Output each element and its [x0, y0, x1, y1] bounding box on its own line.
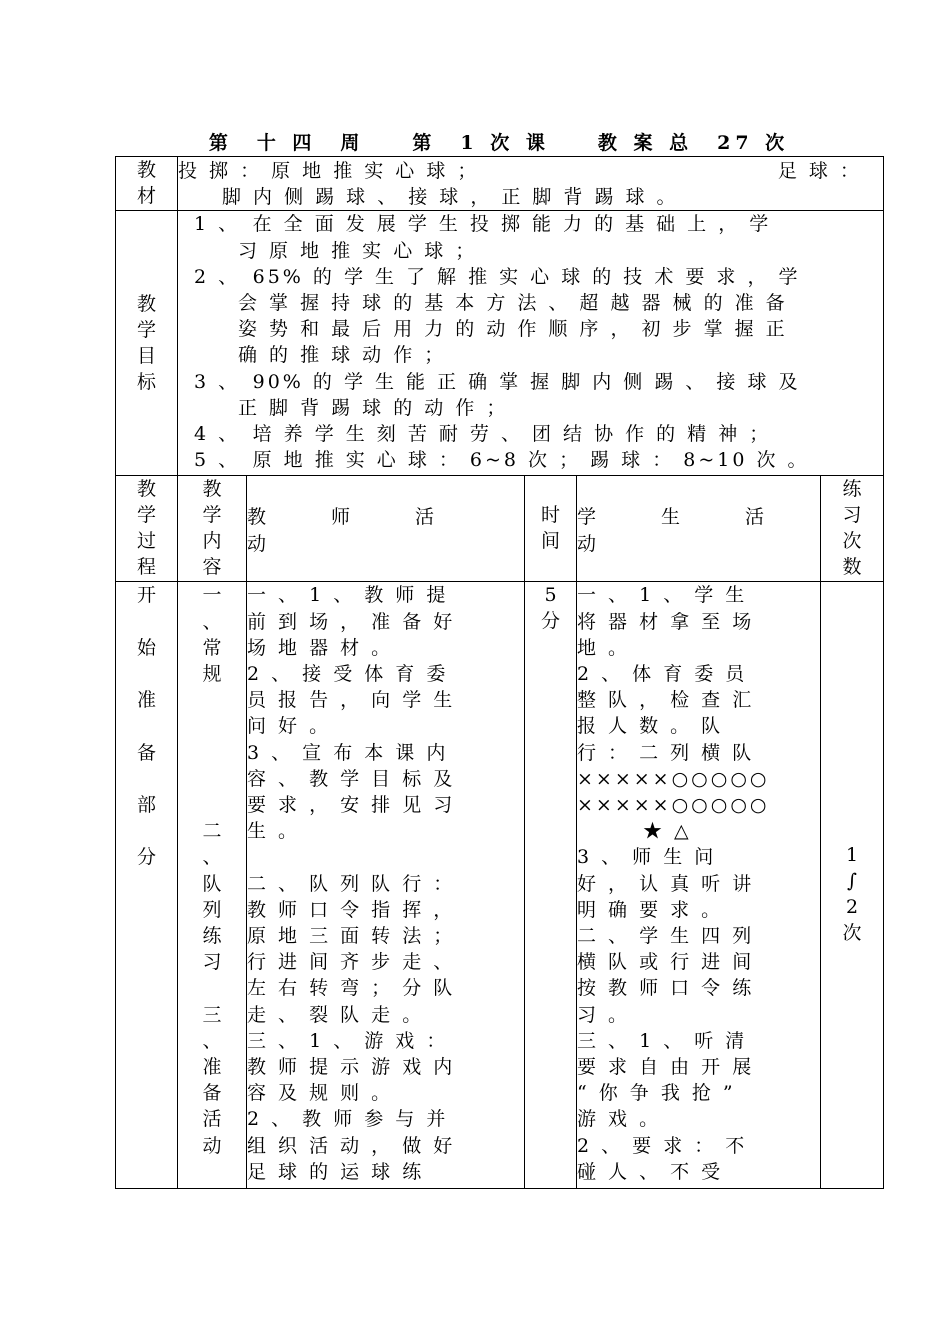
header-reps: 练 习 次 数	[821, 476, 884, 582]
section-time: 5 分	[525, 582, 577, 1189]
material-label: 教 材	[116, 157, 178, 211]
section-student: 一 、 1 、 学 生 将 器 材 拿 至 场 地 。 2 、 体 育 委 员 整 队 ， 检 查 汇 报 人 数 。 队 行 ： 二 列 横 队 ×××××○○○○○ ×××××○○○○○ ★ △ 3 、 师 生 问 好 ， 认 真 听 讲 明 确 要 求 。 二 、 学 生 四 列 横 队 或 行 进 间 按 教 师 口 令 练 习 。 三 、 1 、 听 清 要 求 自 由 开 展 “ 你 争 我 抢 ” 游 戏 。 2 、 要 求 ： 不 碰 人 、 不 受	[577, 582, 821, 1189]
section-process: 开 始 准 备 部 分	[116, 582, 178, 1189]
header-time: 时 间	[525, 476, 577, 582]
header-student: 学 生 活 动	[577, 476, 821, 582]
material-content: 投 掷 ： 原 地 推 实 心 球 ； 足 球 ： 脚 内 侧 踢 球 、 接 球 ， 正 脚 背 踢 球 。	[178, 157, 884, 211]
warmup-section-row	[116, 582, 884, 1189]
section-content: 一 、 常 规 二 、 队 列 练 习 三 、 准 备 活 动	[178, 582, 247, 1189]
header-row	[116, 476, 884, 582]
lesson-plan-table	[115, 156, 884, 1189]
material-row	[116, 157, 884, 211]
goals-label: 教 学 目 标	[116, 211, 178, 476]
goals-content: 1 、 在 全 面 发 展 学 生 投 掷 能 力 的 基 础 上 ， 学 习 原 地 推 实 心 球 ； 2 、 65% 的 学 生 了 解 推 实 心 球 的 技 术 要 求 ， 学 会 掌 握 持 球 的 基 本 方 法 、 超 越 器 械 的 准 备 姿 势 和 最 后 用 力 的 动 作 顺 序 ， 初 步 掌 握 正 确 的 推 球 动 作 ； 3 、 90% 的 学 生 能 正 确 掌 握 脚 内 侧 踢 、 接 球 及 正 脚 背 踢 球 的 动 作 ； 4 、 培 养 学 生 刻 苦 耐 劳 、 团 结 协 作 的 精 神 ； 5 、 原 地 推 实 心 球 ： 6~8 次 ； 踢 球 ： 8~10 次 。	[178, 211, 884, 476]
goals-row	[116, 211, 884, 476]
header-process: 教 学 过 程	[116, 476, 178, 582]
section-teacher: 一 、 1 、 教 师 提 前 到 场 ， 准 备 好 场 地 器 材 。 2 、 接 受 体 育 委 员 报 告 ， 向 学 生 问 好 。 3 、 宣 布 本 课 内 容 、 教 学 目 标 及 要 求 ， 安 排 见 习 生 。 二 、 队 列 队 行 ： 教 师 口 令 指 挥 ， 原 地 三 面 转 法 ； 行 进 间 齐 步 走 、 左 右 转 弯 ； 分 队 走 、 裂 队 走 。 三 、 1 、 游 戏 ： 教 师 提 示 游 戏 内 容 及 规 则 。 2 、 教 师 参 与 并 组 织 活 动 ， 做 好 足 球 的 运 球 练	[247, 582, 525, 1189]
page-title: 第 十 四 周 第 1 次 课 教 案 总 27 次	[208, 132, 790, 154]
header-content: 教 学 内 容	[178, 476, 247, 582]
header-teacher: 教 师 活 动	[247, 476, 525, 582]
section-reps: 1 ∫ 2 次	[821, 582, 884, 1189]
